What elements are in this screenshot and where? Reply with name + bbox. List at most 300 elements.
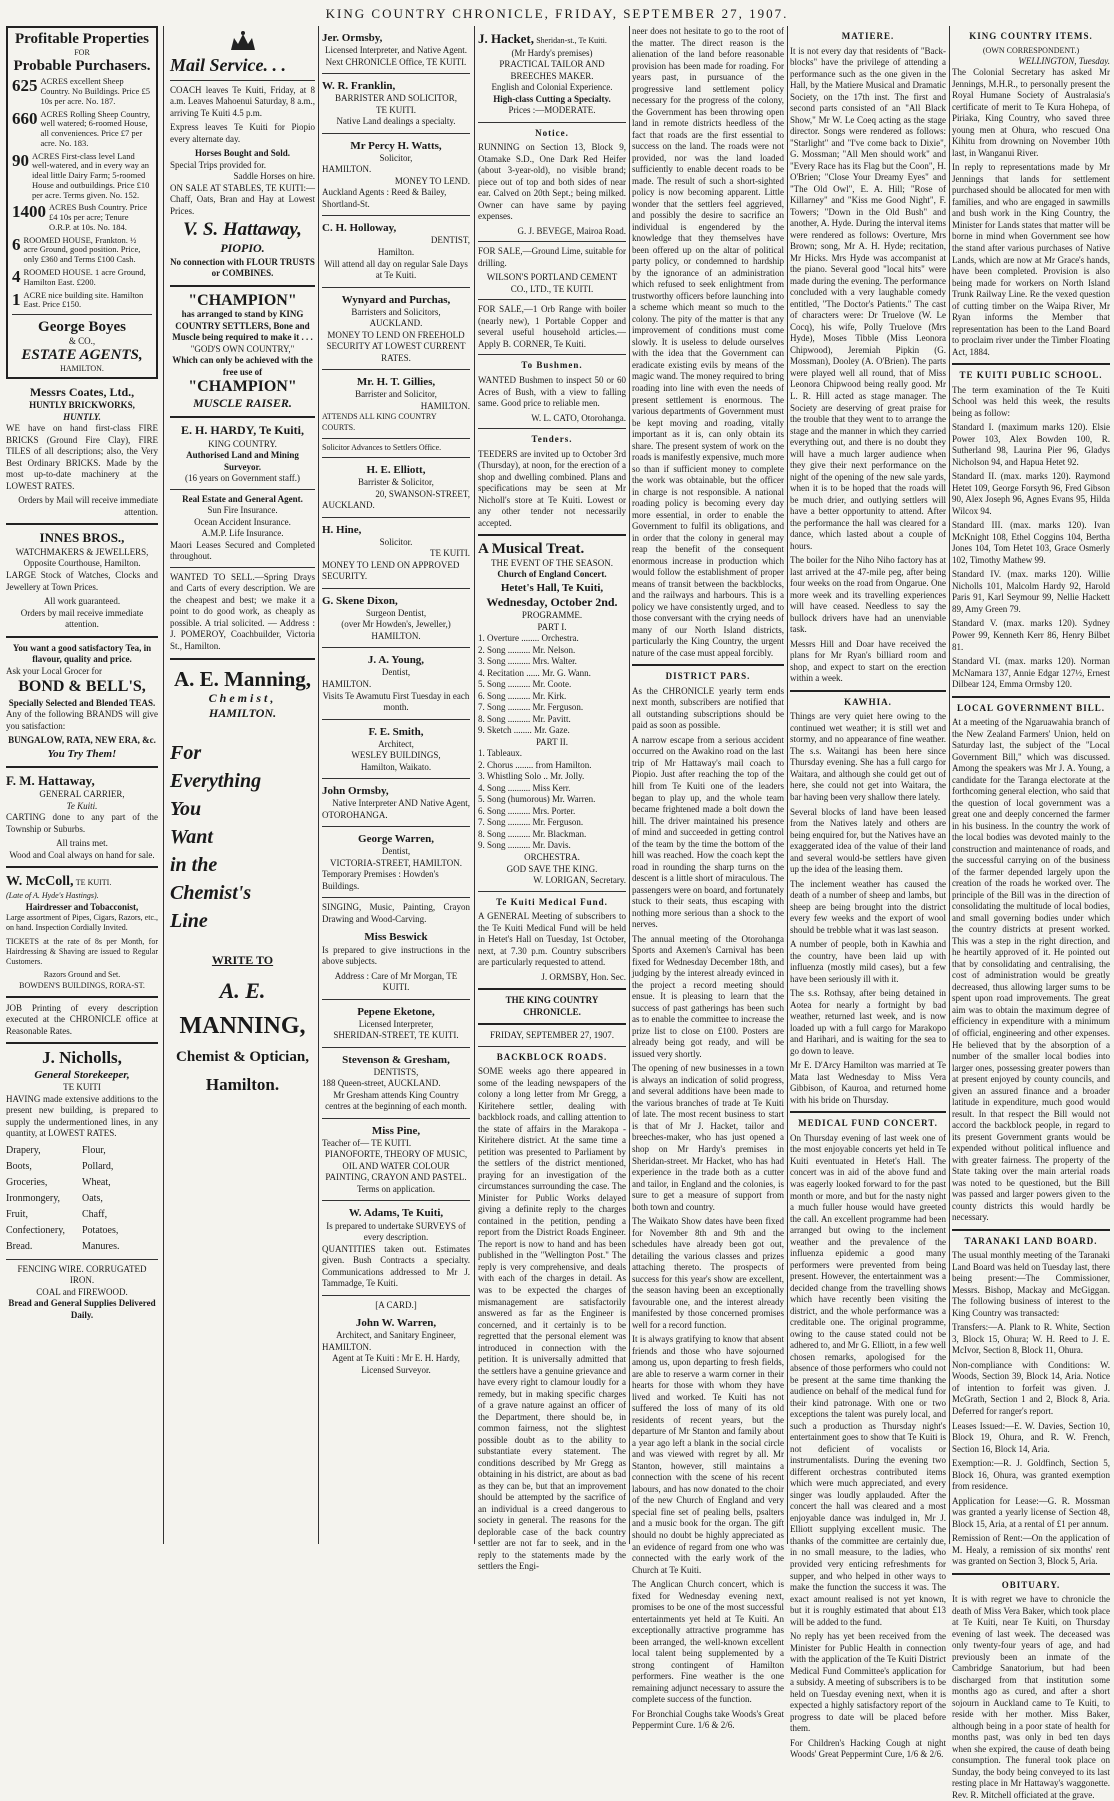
- ad-note: Visits Te Awamutu First Tuesday in each month.: [322, 690, 470, 713]
- ad-addr: Opposite Courthouse, Hamilton.: [23, 558, 141, 569]
- column-4: [478, 26, 626, 1572]
- hardy-ins: A.M.P. Life Insurance.: [201, 528, 284, 539]
- pars-item: The Waikato Show dates have been fixed for November 8th and 9th and the schedules have already been got out, detailing the various classes and prizes attaching thereto. The prospects of success for this year's show are excellent, the season having been an exceptionally favourable one, and the interest already manifested by those concerned promises well for a record function.: [632, 1216, 784, 1330]
- ad-ask: Ask your Local Grocer for: [6, 665, 102, 676]
- column-2: [170, 26, 315, 1546]
- ad-place: TE KUITI: [63, 1082, 101, 1093]
- mail-trips: Special Trips provided for.: [170, 159, 266, 170]
- ad-sub: Native Interpreter AND Native Agent,: [332, 798, 470, 809]
- pars-item: The annual meeting of the Otorohanga Sports and Axemen's Carnival has been fixed for Wednesday December 18th, and judging by the interest already evinced in the project a record meeting should ensue. It is pleasing to learn that the success of past gatherings has been such as to enable the committee to increase the prize list to close on £100. Posters are already being got ready, and will be issued very shortly.: [632, 933, 784, 1059]
- ad-note: FENCING WIRE. CORRUGATED IRON.: [17, 1263, 147, 1286]
- ad-name: John Ormsby,: [322, 785, 389, 798]
- ad-note: English and Colonial Experience.: [491, 82, 613, 93]
- medical-item: For Children's Hacking Cough at night Woods' Great Peppermint Cure, 1/6 & 2/6.: [790, 1737, 946, 1760]
- ad-bldg: WESLEY BUILDINGS,: [351, 750, 441, 761]
- property-number: 660: [12, 108, 38, 128]
- ad-profitable-properties: [6, 26, 158, 379]
- goods-item: Wheat,: [82, 1176, 111, 1188]
- champion-title: "CHAMPION": [188, 291, 297, 309]
- kawhia-item: Several blocks of land have been leased from the Natives lately and others are being enquired for, but the Natives have an exaggerated idea of the value of their land and several would-be settlers have given up the idea of the leasing them.: [790, 806, 946, 875]
- pars-item: A narrow escape from a serious accident occurred on the Awakino road on the last trip of Mr Hattaway's mail coach to Piopio. Just after reaching the top of the hill from Te Kuiti one of the leaders began to play up, and the whole team became frightened made a bolt down the hill. The driver maintained his presence of mind and succeeded in getting control of the team by the time the bottom of the hill was reached. How the coach kept the road in rounding the sharp turns on the descent is a little short of miraculous. The passengers were on board, and fortunately stuck to their seats, thus escaping with nothing more serious than a shock to the nerves.: [632, 734, 784, 930]
- ad-place: Hamilton, Waikato.: [360, 761, 432, 772]
- ad-note: MONEY TO LEND ON APPROVED SECURITY.: [322, 559, 460, 582]
- property-text: ACRE nice building site. Hamilton East. Price £150.: [23, 289, 144, 310]
- display-line: Line: [170, 910, 208, 933]
- taranaki-item: Non-compliance with Conditions: W. Woods, Section 39, Block 14, Aria. Notice of intention to forfeit was given. J. McGrath, Section 1 and 2, Block 8, Aria. Deferred for ranger's report.: [952, 1359, 1110, 1416]
- ad-name: George Warren,: [358, 833, 434, 846]
- ad-name: Messrs Coates, Ltd.,: [29, 384, 135, 399]
- medfund-title: Te Kuiti Medical Fund.: [496, 896, 608, 907]
- goods-item: Potatoes,: [82, 1224, 119, 1236]
- part2-item: 8. Song .......... Mr. Blackman.: [478, 828, 587, 839]
- matiere-body: [790, 46, 946, 685]
- ad-title: Profitable Properties: [15, 31, 149, 47]
- ad-place: Te Kuiti.: [66, 800, 98, 811]
- ad-sub: GENERAL CARRIER,: [39, 789, 125, 800]
- lorigan-sig: W. LORIGAN, Secretary.: [533, 875, 626, 886]
- bush-title: To Bushmen.: [521, 360, 583, 371]
- kawhia-item: The s.s. Rothsay, after being detained in Aotea for nearly a fortnight by bad weather, returned last week, and is now loaded up with a full cargo for Marakopo and Harihari, and is waiting for the sea to go down to leave.: [790, 988, 946, 1056]
- ad-name: G. Skene Dixon,: [322, 594, 398, 607]
- musical-sub: THE EVENT OF THE SEASON.: [491, 557, 613, 568]
- ad-brand: BOND & BELL'S,: [18, 678, 146, 696]
- ad-note: Razors Ground and Set.: [43, 970, 121, 980]
- ad-name: W. McColl,: [6, 874, 74, 890]
- programme-title: PROGRAMME.: [521, 610, 583, 621]
- agent-place: HAMILTON.: [60, 363, 104, 373]
- mail-stables: ON SALE AT STABLES, TE KUITI:—Chaff, Oats, Bran and Hay at Lowest Prices.: [170, 182, 315, 216]
- part2-item: 3. Whistling Solo .. Mr. Jolly.: [478, 771, 585, 782]
- ad-note: Temporary Premises : Howden's Buildings.: [322, 869, 439, 891]
- ad-subtitle: Probable Purchasers.: [13, 57, 151, 74]
- ad-body: TICKETS at the rate of 8s per Month, for Hairdressing & Shaving are issued to Regular Customers.: [6, 936, 158, 967]
- ad-addr: Next CHRONICLE Office, TE KUITI.: [325, 56, 467, 67]
- ad-pomeroy: WANTED TO SELL.—Spring Drays and Carts of every description. We are the cheapest and best; we make it a point to do good work, as cheaply as possible. A trial solicited. — Address : J. POMEROY, Coachbuilder, Victoria St., Hamilton.: [170, 571, 315, 651]
- kawhia-item: A number of people, both in Kawhia and the country, have been laid up with influenza (mostly mild cases), but a few have been seriously ill with it.: [790, 939, 946, 984]
- manning-initials: A. E.: [219, 977, 266, 1003]
- ad-sub: WATCHMAKERS & JEWELLERS,: [15, 546, 149, 557]
- ad-note: Bread and General Supplies Delivered Daily.: [8, 1298, 156, 1320]
- goods-item: Groceries,: [6, 1176, 48, 1188]
- ad-tea: [6, 643, 158, 761]
- school-body: [952, 385, 1110, 691]
- manning-display: [170, 739, 315, 935]
- taranaki-item: Application for Lease:—G. R. Mossman was granted a yearly license of Section 48, Block 15, Aria, at a rental of £1 per annum.: [952, 1495, 1110, 1529]
- ad-name: John W. Warren,: [355, 1317, 437, 1330]
- part2-item: 4. Song .......... Miss Kerr.: [478, 782, 571, 793]
- ad-late: (Late of A. Hyde's Hastings).: [6, 891, 99, 901]
- taranaki-item: Transfers:—A. Plank to R. White, Section 3, Block 15, Ohura; W. H. Reed to J. E. McIvor, Section 8, Block 11, Ohura.: [952, 1322, 1110, 1356]
- agent-co: & CO.,: [68, 335, 96, 346]
- ad-body: WE have on hand first-class FIRE BRICKS (Ground Fire Clay), FIRE TILES of all descriptions; also, the Very Best Ordinary BRICKS. Made by the most up-to-date machinery at the LOWEST RATES.: [6, 423, 158, 491]
- ad-name: J. Hacket,: [478, 31, 534, 46]
- hardy-ins: Ocean Accident Insurance.: [194, 516, 291, 527]
- ad-note: COAL and FIREWOOD.: [36, 1286, 128, 1297]
- column-7: [952, 26, 1110, 1800]
- manning-name: A. E. Manning,: [173, 666, 312, 691]
- property-text: ACRES Rolling Sheep Country, well watered; 6-roomed House, all conveniences. Price £7 per acre. No. 183.: [40, 108, 150, 148]
- column-rule: [163, 26, 164, 1544]
- property-text: ACRES excellent Sheep Country. No Buildings. Price £5 10s per acre. No. 187.: [40, 76, 150, 106]
- matiere-item: Messrs Hill and Doar have received the plans for Mr Ryan's billiard room and shop, and expect to start on the erection within a week.: [790, 638, 946, 684]
- kc-item: In reply to representations made by Mr Jennings that lands for settlement purchased should be allocated for men with families, and who are engaged in sawmills and bush work in the King Country, the Minister for Lands states that matter will be borne in mind when Government see how the stand after various purchases of Native Lands, which are now at Mr Grace's hands, have been completed. Provision is also being made for workers on North Island Trunk Railway Line. Re the vexed question of cutting timber on the Waipa River, Mr Ryan informs the Member that representation has been to the Land Board to proclaim river under the Timber Floating Act, 1884.: [952, 162, 1110, 357]
- matiere-item: It is not every day that residents of "Back-blocks" have the privilege of attending a performance such as the one given in the Hall, by the Matiere Musical and Dramatic Society, on the 17th inst. The first and second parts consisted of an "All Black Show," Mr W. Le Coeq acting as the stage director. Songs were rendered as follows: "Starlight" and "I've come back to Dixie", G. Mossman; "All Men should work" and "Every Race has its Flag but the Coon", H. O'Brien; "Close Your Dreamy Eyes" and "The Old Owl", E. A. Hill; "Rose of Killarney" and "Kiss me Good Night", F. Towers; "Down in the Old Bush" and another, A. Hyde. During the interval items were rendered as follows: Overture, Mrs Brown; song, Mr A. H. Hyde; recitation, Mr Hicks. Mrs Hyde was accompanist at the piano. Several good "local hits" were made during the evening. The performance concluded with a very laughable comedy entitled, "The Doctor's Patients." The cast of characters were: Dr Truelove (W. Le Cocq), his wife, Polly Truelove (Mrs Hyde), Moses Tibble (Miss Leonora Chipwood), Jeremiah Pipkin (G. Mossman), Dooley (A. O'Brien). The parts were played well all round, that of Miss Leonora Chipwood being really good. Mr L. R. Hill acted as stage manager. The Society are deserving of great praise for the trouble that they went to to arrange the stage and the manner in which they carried everything out, and there is no doubt they will have a much larger audience when they give their next performance on the night of the opening of the new sale yards, when it is to be hoped that the roads will be much drier, and outlying settlers will have a better opportunity to attend. After the performance the hall was cleared for a dance, which lasted about a couple of hours.: [790, 45, 946, 551]
- ad-name: H. E. Elliott,: [366, 464, 426, 476]
- column-rule: [787, 26, 788, 1544]
- pars-item: For Bronchial Coughs take Woods's Great Peppermint Cure. 1/6 & 2/6.: [632, 1708, 784, 1731]
- paper-date: FRIDAY, SEPTEMBER 27, 1907.: [489, 1030, 615, 1041]
- hardy-maori: Maori Leases Secured and Completed throughout.: [170, 539, 315, 562]
- ad-sub: Teacher of— TE KUITI.: [322, 1137, 412, 1148]
- school-title: TE KUITI PUBLIC SCHOOL.: [959, 370, 1103, 381]
- concert-name: Church of England Concert.: [497, 569, 607, 580]
- backblock-title: BACKBLOCK ROADS.: [496, 1051, 608, 1062]
- royal-crest-icon: [170, 30, 315, 52]
- taranaki-item: Leases Issued:—E. W. Davies, Section 10, Block 19, Ohura, and R. W. French, Section 16, Block 14, Aria.: [952, 1420, 1110, 1454]
- mail-horses: Horses Bought and Sold.: [194, 148, 291, 159]
- ad-sub: Surgeon Dentist,: [365, 607, 427, 618]
- medical-item: On Thursday evening of last week one of the most enjoyable concerts yet held in Te Kuiti eventuated in Hetet's Hall. The concert was in aid of the above fund and was eagerly looked forward to for the past month or more, and but for the nasty night a much fuller house would have greeted the call. An excellent programme had been arranged but owing to the inclement weather and the prevalence of the influenza epidemic a good many performers were prevented from being present. However, the entertainment was a decided change from the travelling shows which have recently been visiting the district, and the whole performance was a creditable one. The original programme, owing to the cause stated could not be adhered to, and Mr G. Elliott, in a few well chosen remarks, apologised for the absence of those performers who could not be present at the same time thanking the audience on behalf of the medical fund for their kind patronage. With one or two exceptions the talent was purely local, and such a production as Thursday night's entertainment goes to show that Te Kuiti is not deficient of vocalists or instrumentalists. During the evening two different orchestras contributed items which were much appreciated, and every singer was loudly applauded. After the concert the hall was cleared and a most enjoyable dance was indulged in, Mr J. Elliott supplying excellent music. The thanks of the committee are certainly due, in no small measure, to the ladies, who provided very enticing refreshments for supper, and who helped in other ways to make the function the success it was. The exact amount realised is not yet known, but it is roughly estimated that about £13 will be added to the fund.: [790, 1132, 946, 1627]
- ad-note: Mr Gresham attends King Country centres at the beginning of each month.: [325, 1089, 467, 1112]
- ad-sub: Architect,: [378, 738, 414, 749]
- manning-surname: MANNING,: [179, 1012, 306, 1039]
- ad-name: W. Adams, Te Kuiti,: [348, 1207, 444, 1220]
- notice-body: RUNNING on Section 13, Block 9, Otamake S.D., One Dark Red Heifer (about 3-year-old), no visible brand; piece out of top and both sides of near ear. Calved on 20th Sept.; being milked. Owner can have same by paying expenses.: [478, 142, 626, 222]
- local-item: At a meeting of the Ngaruawahia branch of the New Zealand Farmers' Union, held on Saturday last, the subject of the "Local Government Bill," which was discussed. Among the speakers was Mr J. A. Young, a candidate for the Taranga electorate at the forthcoming general election, who said that the question of local government was a great one and deeply concerned the farmer in his business. In the country the work of the local bodies was devoted mainly to the construction and maintenance of roads, and the successful carrying on of the business of the farmer depended largely upon the creation of the roads he worked over. The principle of the Bill was in the direction of consolidating the multitude of local bodies, and small governing bodies under which the country districts at present worked. This was a step in the right direction, and he heartily approved of it. He pointed out that by consolidating and centralising, the cost of administration would be greatly decreased, thus allowing larger sums to be spent upon road improvements. The great aim was to obtain the maximum degree of efficiency in expenditure with a minimum of official, engineering and other expenses. He believed that by the absorption of a number of the smaller local bodies into larger ones, possessing greater powers than at present enjoyed by county councils, and given an assured finance and a broader latitude in expenditure, much good would result. In that respect the Bill would not accord the backblock people, in regard to its present Government grants would be expended without political influence and with greater fairness. The property of the State taking over the main arterial roads was noted to be questioned, but the Bill was passed and larger powers given to the county districts this would hardly be necessary.: [952, 717, 1110, 1223]
- notice-title: Notice.: [535, 127, 569, 138]
- part1-item: 7. Song .......... Mr. Ferguson.: [478, 702, 584, 713]
- property-item: [12, 291, 152, 311]
- ad-sub: Licensed Interpreter,: [358, 1018, 434, 1029]
- ad-note: MONEY TO LEND ON FREEHOLD SECURITY AT LOWEST CURRENT RATES.: [326, 329, 466, 363]
- ad-name: F. E. Smith,: [368, 725, 424, 738]
- ad-note: Agent at Te Kuiti : Mr E. H. Hardy, Licensed Surveyor.: [332, 1353, 460, 1375]
- kawhia-title: KAWHIA.: [844, 696, 892, 707]
- manning-write-to: WRITE TO: [211, 953, 274, 968]
- obit-title: OBITUARY.: [1001, 1579, 1061, 1590]
- goods-item: Drapery,: [6, 1144, 41, 1156]
- manning-chemist: Chemist & Optician,: [176, 1049, 309, 1066]
- display-line: Chemist's: [170, 882, 252, 905]
- ad-sub: Solicitor,: [379, 152, 413, 163]
- ad-place: AUCKLAND.: [369, 318, 423, 329]
- hardy-agent: Real Estate and General Agent.: [182, 493, 303, 504]
- pars-item: As the CHRONICLE yearly term ends next month, subscribers are notified that all outstanding subscriptions should be paid as soon as possible.: [632, 685, 784, 731]
- ad-name: J. A. Young,: [367, 654, 425, 667]
- property-item: [12, 268, 152, 288]
- kc-title: KING COUNTRY ITEMS.: [969, 31, 1093, 41]
- goods-item: Confectionery,: [6, 1224, 66, 1236]
- column-3: [322, 26, 470, 1546]
- ad-prem: (Mr Hardy's premises): [511, 47, 593, 58]
- ad-sub: BARRISTER AND SOLICITOR,: [334, 93, 458, 104]
- taranaki-title: TARANAKI LAND BOARD.: [964, 1235, 1098, 1246]
- ad-name: W. R. Franklin,: [322, 80, 396, 93]
- ad-name: Wynyard and Purchas,: [341, 293, 451, 306]
- taranaki-body: [952, 1250, 1110, 1567]
- tenders-title: Tenders.: [531, 434, 573, 445]
- pars-title: DISTRICT PARS.: [665, 671, 751, 682]
- ad-body: LARGE Stock of Watches, Clocks and Jewellery at Town Prices.: [6, 570, 158, 592]
- local-body: [952, 717, 1110, 1224]
- display-line: in the: [170, 854, 218, 877]
- ad-range: FOR SALE,—1 Orb Range with boiler (nearly new), 1 Portable Copper and several useful household articles.—Apply B. CORNER, Te Kuiti.: [478, 304, 626, 349]
- local-title: LOCAL GOVERNMENT BILL.: [956, 702, 1106, 713]
- champion-body: has arranged to stand by KING COUNTRY SETTLERS, Bone and Muscle being required to make it . . .: [172, 309, 313, 343]
- ad-name: Miss Pine,: [371, 1124, 421, 1137]
- ad-place: HUNTLY.: [63, 411, 101, 422]
- ad-place: Hamilton.: [377, 246, 415, 257]
- hardy-trade: Authorised Land and Mining Surveyor.: [186, 450, 299, 472]
- ad-sub: DENTISTS,: [373, 1066, 419, 1077]
- ad-sub: Dentist,: [381, 667, 411, 678]
- ad-addr: BOWDEN'S BUILDINGS, RORA-ST.: [19, 980, 145, 990]
- ad-addr: VICTORIA-STREET, HAMILTON.: [330, 857, 462, 868]
- goods-item: Boots,: [6, 1160, 32, 1172]
- property-item: [12, 236, 152, 265]
- ad-place: TE KUITI.: [430, 548, 470, 559]
- school-item: The term examination of the Te Kuiti School was held this week, the results being as follow:: [952, 384, 1110, 418]
- ad-note: ATTENDS ALL KING COUNTRY COURTS.: [322, 412, 437, 432]
- property-number: 1: [12, 289, 21, 309]
- school-item: Standard VI. (max. marks 120). Norman McNamara 137, Annie Edgar 127½, Ernest Dilbear 124, Emma Ormsby 120.: [952, 656, 1110, 690]
- column-6: [790, 26, 946, 1760]
- ad-note: Will attend all day on regular Sale Days at Te Kuiti.: [324, 258, 468, 281]
- ad-body: PIANOFORTE, THEORY OF MUSIC, OIL AND WATER COLOUR PAINTING, CRAYON AND PASTEL.: [324, 1149, 468, 1183]
- ad-note: Auckland Agents : Reed & Bailey, Shortland-St.: [322, 187, 447, 209]
- ad-job-printing: JOB Printing of every description executed at the CHRONICLE office at Reasonable Rates.: [6, 1002, 158, 1036]
- orchestra: ORCHESTRA.: [524, 851, 580, 862]
- matiere-title: MATIERE.: [841, 31, 895, 41]
- vs-note: No connection with FLOUR TRUSTS or COMBINES.: [170, 256, 315, 279]
- property-number: 90: [12, 150, 29, 170]
- column-5: [632, 26, 784, 1731]
- kawhia-item: Mr E. D'Arcy Hamilton was married at Te Mata last Wednesday to Miss Vera Gibbison, of Kauroa, and returned home with his bride on Thursday.: [790, 1060, 946, 1105]
- goods-item: Ironmongery,: [6, 1192, 61, 1204]
- part1-item: 5. Song .......... Mr. Coote.: [478, 679, 572, 690]
- part2-item: 2. Chorus ........ from Hamilton.: [478, 759, 592, 770]
- concert-date: Wednesday, October 2nd.: [486, 594, 618, 609]
- taranaki-item: Remission of Rent:—On the application of M. Healy, a remission of six months' rent was granted on Section 3, Block 5, Aria.: [952, 1533, 1110, 1567]
- ad-addr: 20, SWANSON-STREET,: [375, 488, 470, 499]
- part1-item: 9. Sketch ........ Mr. Gaze.: [478, 725, 570, 736]
- kc-item: The Colonial Secretary has asked Mr Jennings, M.H.R., to personally present the Royal Humane Society of Australasia's certificate of merit to Te Kura Hohepa, of Piriaka, King Country, who saved three young men at Ohura, who rescued Ona Kihitu from drowning on November 10th last, in Wanganui River.: [952, 67, 1110, 158]
- medical-body: [790, 1133, 946, 1761]
- ad-note: All work guaranteed.: [43, 596, 121, 607]
- ad-note: Orders by Mail will receive immediate attention.: [18, 495, 158, 517]
- school-item: Standard II. (max. marks 120). Raymond Hetet 109, George Forsyth 96, Fred Gibson 90, Alex Joseph 96, Agnes Evans 95, Hilda Wilcox 94.: [952, 471, 1110, 516]
- ad-body: Large assortment of Pipes, Cigars, Razors, etc., on hand. Inspection Cordially Invited.: [6, 913, 158, 933]
- champion-name: "CHAMPION": [188, 378, 297, 396]
- goods-item: Oats,: [82, 1192, 103, 1204]
- part1-item: 4. Recitation ...... Mr. G. Wann.: [478, 667, 591, 678]
- ad-fm-hattaway: [6, 773, 158, 862]
- property-item: [12, 152, 152, 201]
- agent-name: George Boyes: [38, 319, 126, 336]
- ad-name: Mr Percy H. Watts,: [350, 139, 442, 152]
- programme-part-1: [478, 633, 626, 737]
- column-1: [6, 26, 158, 1546]
- goods-item: Pollard,: [82, 1160, 114, 1172]
- ad-sub: Licensed Interpreter, and Native Agent.: [324, 45, 468, 56]
- ad-sub: General Storekeeper,: [34, 1068, 130, 1081]
- hardy-exp: (16 years on Government staff.): [184, 473, 301, 484]
- champion-gods: "GOD'S OWN COUNTRY,": [190, 343, 295, 354]
- ad-singing: SINGING, Music, Painting, Crayon Drawing and Wood-Carving.: [322, 902, 470, 924]
- ad-addr: (over Mr Howden's, Jeweller,): [341, 619, 451, 630]
- school-item: Standard III. (max. marks 120). Ivan McKnight 108, Ethel Coggins 104, Bertha Jones 104, Tom Hetet 103, Grace Osmerly 102, Timothy Mathew 99.: [952, 520, 1110, 565]
- vs-name: V. S. Hattaway,: [183, 219, 302, 241]
- goods-item: Bread.: [6, 1240, 33, 1252]
- ad-note: High-class Cutting a Specialty.: [493, 93, 611, 104]
- property-text: ACRES First-class level Land well-watered, and in every way an ideal little Dairy Farm; 5-roomed House and outbuildings. Price £10 per acre. Terms given. No. 152.: [32, 150, 150, 200]
- display-line: Everything: [170, 770, 262, 793]
- ad-name: Pepene Eketone,: [357, 1005, 435, 1018]
- ad-place: HAMILTON.: [371, 630, 421, 641]
- ad-note: Wood and Coal always on hand for sale.: [9, 849, 155, 860]
- column-rule: [474, 26, 475, 1544]
- ad-body: CARTING done to any part of the Township or Suburbs.: [6, 812, 158, 834]
- goods-item: Manures.: [82, 1240, 120, 1252]
- ad-sub: Specially Selected and Blended TEAS.: [8, 697, 156, 708]
- goods-item: Flour,: [82, 1144, 106, 1156]
- ad-tagline: You Try Them!: [47, 747, 117, 760]
- pars-item: The opening of new businesses in a town is always an indication of solid progress, and several additions have been made to the various branches of trade at Te Kuiti of late. The most recent business to start is that of Mr J. Hacket, tailor and breeches-maker, who has just opened a shop on Mr Hardy's premises in Sheridan-street. Mr Hacket, who has had experience in the trade both as a cutter and tailor, in England and the colonies, is sure to get a measure of support from both town and country.: [632, 1063, 784, 1212]
- property-number: 1400: [12, 202, 46, 222]
- ad-sub: Barrister and Solicitor,: [355, 389, 437, 400]
- ad-lime: FOR SALE,—Ground Lime, suitable for drilling.: [478, 246, 626, 268]
- ad-addr: 188 Queen-street, AUCKLAND.: [322, 1078, 441, 1089]
- ad-sub: Is prepared to undertake SURVEYS of every description.: [326, 1220, 466, 1243]
- mail-express: Express leaves Te Kuiti for Piopio every alternate day.: [170, 122, 315, 144]
- ad-addr: SHERIDAN-STREET, TE KUITI.: [333, 1030, 459, 1041]
- ad-sub: Architect, and Sanitary Engineer,: [336, 1330, 456, 1341]
- goods-list: [6, 1143, 158, 1255]
- mail-saddle: Saddle Horses on hire.: [233, 171, 315, 182]
- medfund-body: A GENERAL Meeting of subscribers to the Te Kuiti Medical Fund will be held in Hetet's Hall on Tuesday, 1st October, next, at 7.30 p.m. Country subscribers are particularly requested to attend.: [478, 911, 626, 968]
- backblock-body: SOME weeks ago there appeared in some of the leading newspapers of the colony a long letter from Mr Gregg, a Kiritehere settler, dealing with backblock roads, and calling attention to the state of affairs in the Marakopa - Kiritehere district. At the same time a petition was presented to Parliament by the settlers of the district mentioned, praying for an investigation of the circumstances surrounding the case. The Minister for Public Works delayed giving a definite reply to the charges contained in the petition, pending a report from the District Roads Engineer. The report is now to hand and has been published in the "Wellington Post." The reply is very comprehensive, and deals with each of the charges in detail. As was to be expected the charges of mismanagement are satisfactorily answered as far as the Engineer is concerned, and it certainly is to be regretted that the personal element was introduced in connection with the petition. It is universally admitted that the settlers have a genuine grievance and have every right to clamour loudly for a remedy, but in making specific charges of a grave nature against an officer of the Department, there should be, in common fairness, not the slightest possible doubt as to the ability to substantiate every statement. The conditions described by Mr Gregg as obtaining in his district, are about as bad as they can be, but that an improvement should be attempted by the sacrifice of an individual is a creed dangerous to society in general. The reasons for the deplorable case of the back country settler are not far to seek, and in the reply to the statements made by the settlers the Engi-: [478, 1066, 626, 1572]
- manning-trade: Chemist,: [208, 690, 277, 705]
- programme-part-2: [478, 748, 626, 852]
- part1-item: 6. Song .......... Mr. Kirk.: [478, 690, 567, 701]
- kc-dateline: WELLINGTON, Tuesday.: [1018, 55, 1110, 66]
- matiere-item: The boiler for the Niho Niho factory has at last arrived at the 47-mile peg, after being four weeks on the road from Ongarue. One more week and its travelling experiences will have ceased. Needless to say the bullock drivers have had an unenviable task.: [790, 555, 946, 635]
- district-pars: [632, 686, 784, 1732]
- property-item: [12, 110, 152, 149]
- part2-item: 5. Song (humorous) Mr. Warren.: [478, 794, 596, 805]
- part-one: PART I.: [537, 621, 567, 632]
- ad-note: Terms on application.: [356, 1183, 436, 1194]
- paper-title: THE KING COUNTRY CHRONICLE.: [505, 995, 599, 1017]
- property-number: 6: [12, 234, 21, 254]
- ad-addr: Sheridan-st., Te Kuiti.: [536, 36, 607, 45]
- property-number: 625: [12, 76, 38, 96]
- ad-for: FOR: [74, 47, 90, 57]
- taranaki-item: Exemption:—R. J. Goldfinch, Section 5, Block 16, Ohura, was granted exemption from residence.: [952, 1458, 1110, 1492]
- kawhia-item: The inclement weather has caused the death of a number of sheep and lambs, but sheep are being brought into the district every few weeks and the export of wool should be trebble what it was last season.: [790, 878, 946, 935]
- ad-body: HAVING made extensive additions to the present new building, is prepared to supply the undermentioned lines, in any quantity, at LOWEST RATES.: [6, 1093, 158, 1139]
- ad-sub: Barristers and Solicitors,: [351, 306, 441, 317]
- kc-body: [952, 67, 1110, 358]
- ad-note: MONEY TO LEND.: [394, 175, 470, 186]
- ad-card: [A CARD.]: [375, 1299, 417, 1310]
- mail-coach: COACH leaves Te Kuiti, Friday, at 8 a.m. Leaves Mahoenui Saturday, 8 a.m., arriving Te Kuiti 4.5 p.m.: [170, 84, 315, 118]
- ad-cement: WILSON'S PORTLAND CEMENT CO., LTD., TE KUITI.: [486, 272, 618, 294]
- part1-item: 3. Song .......... Mrs. Walter.: [478, 656, 577, 667]
- part2-item: 9. Song .......... Mr. Davis.: [478, 840, 571, 851]
- mail-title: Mail Service. . .: [170, 55, 286, 75]
- medfund-sig: J. ORMSBY, Hon. Sec.: [541, 971, 626, 982]
- taranaki-item: The usual monthly meeting of the Taranaki Land Board was held on Tuesday last, there being present:—The Commissioner, Messrs. Bishop, Mackay and McGiggan. The following business of interest to the King Country was transacted:: [952, 1250, 1110, 1318]
- tenders-body: TEEDERS are invited up to October 3rd (Thursday), at noon, for the erection of a shop and dwelling combined. Plans and specifications may be seen at Mr Nicholl's store at Te Kuiti. Lowest or any other tender not necessarily accepted.: [478, 448, 626, 528]
- part1-item: 1. Overture ........ Orchestra.: [478, 633, 579, 644]
- school-item: Standard I. (maximum marks 120). Elsie Power 103, Alex Bowden 100, R. Sutherland 98, Laurina Pier 96, Gladys Nicholson 94, and Hapua Hetet 92.: [952, 422, 1110, 467]
- ad-nicholls: [6, 1049, 158, 1321]
- ad-place: TE KUITI.: [376, 104, 416, 115]
- property-text: ROOMED HOUSE. 1 acre Ground, Hamilton East. £200.: [23, 267, 146, 287]
- ad-name: INNES BROS.,: [39, 530, 125, 546]
- notice-sig: G. J. BEVEGE, Mairoa Road.: [517, 225, 626, 236]
- ad-name: J. Nicholls,: [42, 1048, 122, 1068]
- pars-item: It is always gratifying to know that absent friends and those who have sojourned among us, upon departing to fresh fields, are able to reserve a warm corner in their hearts for those with whom they have lived and worked. Te Kuiti has not suffered the loss of many of its old residents of recent years, but the departure of Mr Stanton and family about a year ago left a blank in the social circle and was viewed with regret by all. Mr Stanton, however, still maintains a connection with the scene of his recent labours, and has now donated to the choir of the new Church of England and very special fine set of pealing bells, psalters and a music book for the organ. The gift should no doubt be highly appreciated as an evidence of regard from one who was connected with the early work of the Church at Te Kuiti.: [632, 1334, 784, 1575]
- property-item: [12, 77, 152, 106]
- ad-brands: BUNGALOW, RATA, NEW ERA, &c.: [8, 735, 156, 746]
- ad-place: AUCKLAND.: [322, 500, 375, 511]
- ad-sub: DENTIST,: [430, 235, 470, 246]
- column-rule: [629, 26, 630, 1544]
- ad-coates: [6, 385, 158, 519]
- display-line: You: [170, 798, 202, 821]
- goods-item: Chaff,: [82, 1208, 108, 1220]
- ad-sub: Solicitor.: [379, 536, 413, 547]
- ad-body: Any of the following BRANDS will give you satisfaction:: [6, 709, 158, 731]
- obit-item: It is with regret we have to chronicle the death of Miss Vera Baker, which took place at Te Kuiti, near Te Kuiti, on Thursday evening of last week. The deceased was only twenty-four years of age, and had previously been an inmate of the Cambridge Sanatorium, but had been discharged from that institution some months ago as cured, and after a short sojourn in Auckland came to Te Kuiti, to reside with her mother. Miss Baker, although being in a poor state of health for months past, was only in bed ten days when she expired, the cause of death being consumption. The funeral took place on Sunday, the body being conveyed to its last resting place in Mr Hattaway's waggonette. Rev. R. Mitchell officiated at the grave.: [952, 1594, 1110, 1800]
- ad-name: Stevenson & Gresham,: [342, 1053, 450, 1066]
- goods-item: Fruit,: [6, 1208, 28, 1220]
- column-rule: [949, 26, 950, 1544]
- part1-item: 2. Song .......... Mr. Nelson.: [478, 644, 576, 655]
- ad-note: Orders by mail receive immediate attention.: [20, 607, 144, 630]
- ad-name: F. M. Hattaway,: [6, 772, 95, 788]
- champion-raiser: MUSCLE RAISER.: [193, 396, 292, 411]
- ad-name: C. H. Holloway,: [322, 222, 397, 235]
- kawhia-item: Things are very quiet here owing to the continued wet weather; it is still wet and stormy, and no appearance of fine weather. The s.s. Waitangi has been here since Thursday evening. She has a full cargo for Waitara, and although she could get out of here, she could not get into Waitara, the bar having been very shallow there lately.: [790, 711, 946, 802]
- champion-which: Which can only be achieved with the free use of: [172, 355, 313, 377]
- obit-body: [952, 1594, 1110, 1801]
- part1-item: 8. Song .......... Mr. Pavitt.: [478, 713, 571, 724]
- ad-place: HAMILTON.: [420, 400, 470, 411]
- property-number: 4: [12, 267, 21, 287]
- ad-place: HAMILTON.: [322, 164, 372, 175]
- bush-sig: W. L. CATO, Otorohanga.: [531, 412, 626, 423]
- school-item: Standard V. (max. marks 120). Sydney Power 99, Kenneth Kerr 86, Henry Bilbet 81.: [952, 618, 1110, 652]
- bush-body: WANTED Bushmen to inspect 50 or 60 Acres of Bush, with a view to falling same. Good price to reliable men.: [478, 375, 626, 409]
- ad-place: HAMILTON.: [322, 678, 372, 689]
- ad-note: Native Land dealings a specialty.: [336, 116, 456, 127]
- medical-item: No reply has yet been received from the Minister for Public Health in connection with the application of the Te Kuiti District Medical Fund Committee's application for a subsidy. A meeting of subscribers is to be held on Tuesday evening next, when it is expected a highly satisfactory report of the progress to date will be placed before them.: [790, 1631, 946, 1734]
- vs-place: PIOPIO.: [220, 241, 265, 256]
- property-text: ROOMED HOUSE, Frankton. ½ acre Ground, good position. Price, only £360 and Terms £100 Cash.: [23, 234, 141, 265]
- part2-item: 1. Tableaux.: [478, 748, 522, 759]
- ad-name: H. Hine,: [322, 523, 362, 536]
- kc-own: (OWN CORRESPONDENT.): [982, 45, 1080, 55]
- ad-sub: PRACTICAL TAILOR AND BREECHES MAKER.: [499, 59, 605, 81]
- musical-title: A Musical Treat.: [478, 541, 585, 558]
- part2-item: 7. Song .......... Mr. Ferguson.: [478, 817, 584, 828]
- ad-sub: Dentist,: [381, 846, 411, 857]
- ad-mccoll: [6, 873, 158, 990]
- part-two: PART II.: [536, 736, 568, 747]
